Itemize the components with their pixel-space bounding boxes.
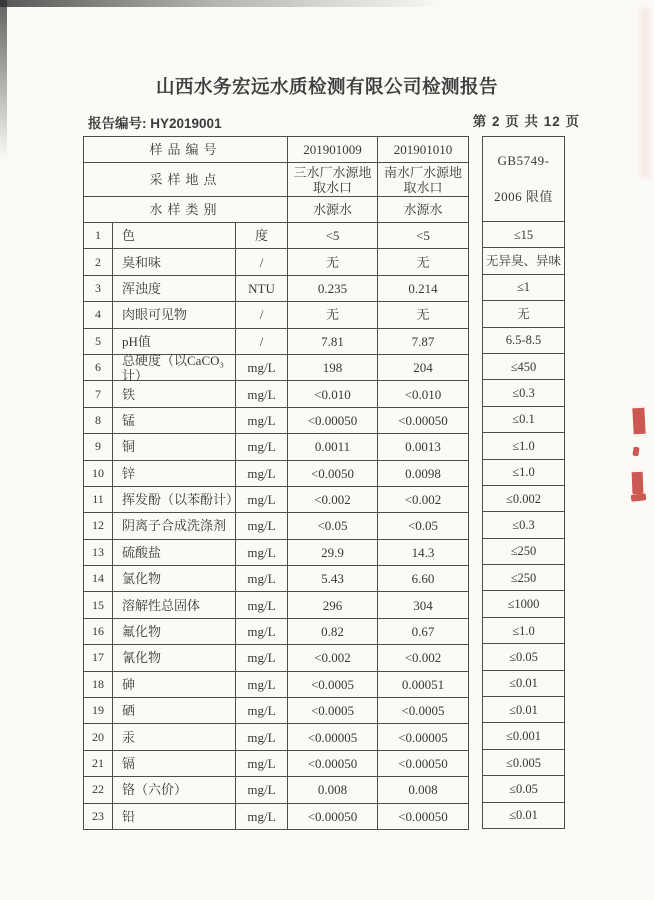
seal-stamp-fragment bbox=[632, 406, 646, 437]
limit-value: ≤0.3 bbox=[482, 380, 565, 406]
result-sample-1: <0.00050 bbox=[288, 408, 378, 434]
row-number: 10 bbox=[84, 461, 113, 487]
result-sample-2: 0.00051 bbox=[378, 672, 469, 698]
limit-value: ≤0.05 bbox=[482, 644, 565, 670]
report-number-label: 报告编号: bbox=[88, 116, 147, 131]
unit: mg/L bbox=[236, 408, 288, 434]
unit: / bbox=[236, 329, 288, 355]
result-sample-1: <0.002 bbox=[288, 487, 378, 513]
table-row bbox=[84, 645, 469, 671]
table-row bbox=[84, 461, 469, 487]
result-sample-2: <5 bbox=[378, 223, 469, 249]
limit-value: ≤0.01 bbox=[482, 671, 565, 697]
limit-value: 无异臭、异味 bbox=[482, 248, 565, 274]
result-sample-1: 7.81 bbox=[288, 329, 378, 355]
row-number: 14 bbox=[84, 566, 113, 592]
limit-value: ≤1.0 bbox=[482, 433, 565, 459]
parameter-name: 硫酸盐 bbox=[113, 540, 236, 566]
limit-value: 6.5-8.5 bbox=[482, 328, 565, 354]
unit: mg/L bbox=[236, 592, 288, 618]
unit: / bbox=[236, 302, 288, 328]
row-number: 19 bbox=[84, 698, 113, 724]
unit: 度 bbox=[236, 223, 288, 249]
table-row bbox=[84, 352, 469, 383]
table-row bbox=[84, 223, 469, 249]
result-sample-1: 0.82 bbox=[288, 619, 378, 645]
unit: mg/L bbox=[236, 672, 288, 698]
result-sample-2: <0.05 bbox=[378, 513, 469, 539]
result-sample-2: 304 bbox=[378, 592, 469, 618]
result-sample-1: <0.05 bbox=[288, 513, 378, 539]
result-sample-2: <0.00005 bbox=[378, 724, 469, 750]
result-sample-1: <0.0005 bbox=[288, 672, 378, 698]
unit: mg/L bbox=[236, 540, 288, 566]
limit-value: ≤250 bbox=[482, 539, 565, 565]
parameter-name: 汞 bbox=[113, 724, 236, 750]
table-row bbox=[84, 329, 469, 355]
result-sample-2: 无 bbox=[378, 302, 469, 328]
result-sample-1: 无 bbox=[288, 249, 378, 275]
report-number-value: HY2019001 bbox=[150, 116, 222, 131]
parameter-name: 铁 bbox=[113, 381, 236, 407]
unit: mg/L bbox=[236, 804, 288, 830]
parameter-name: 挥发酚（以苯酚计） bbox=[113, 487, 236, 513]
table-row bbox=[84, 804, 469, 830]
unit: mg/L bbox=[236, 645, 288, 671]
limit-value: ≤0.01 bbox=[482, 697, 565, 723]
results-table-main bbox=[83, 136, 469, 830]
row-number: 2 bbox=[84, 249, 113, 275]
parameter-name: 氟化物 bbox=[113, 619, 236, 645]
unit: / bbox=[236, 249, 288, 275]
row-number: 1 bbox=[84, 223, 113, 249]
parameter-name: 溶解性总固体 bbox=[113, 592, 236, 618]
row-number: 11 bbox=[84, 487, 113, 513]
result-sample-1: 29.9 bbox=[288, 540, 378, 566]
table-row bbox=[84, 302, 469, 328]
unit: mg/L bbox=[236, 434, 288, 460]
result-sample-2: 14.3 bbox=[378, 540, 469, 566]
limit-value: ≤1.0 bbox=[482, 618, 565, 644]
result-sample-2: <0.00050 bbox=[378, 408, 469, 434]
result-sample-1: 296 bbox=[288, 592, 378, 618]
result-sample-2: 7.87 bbox=[378, 329, 469, 355]
location-1: 三水厂水源地取水口 bbox=[288, 163, 378, 197]
parameter-name: 氯化物 bbox=[113, 566, 236, 592]
unit: mg/L bbox=[236, 777, 288, 803]
result-sample-2: 6.60 bbox=[378, 566, 469, 592]
result-sample-1: 无 bbox=[288, 302, 378, 328]
parameter-name: 铬（六价） bbox=[113, 777, 236, 803]
row-number: 4 bbox=[84, 302, 113, 328]
result-sample-2: <0.0005 bbox=[378, 698, 469, 724]
result-sample-1: 0.008 bbox=[288, 777, 378, 803]
parameter-name: 色 bbox=[113, 223, 236, 249]
table-row bbox=[84, 566, 469, 592]
result-sample-2: 204 bbox=[378, 355, 469, 381]
seal-stamp-fragment bbox=[632, 447, 639, 457]
table-row bbox=[84, 777, 469, 803]
row-number: 6 bbox=[84, 355, 113, 381]
row-number: 15 bbox=[84, 592, 113, 618]
table-row bbox=[84, 698, 469, 724]
result-sample-1: <0.00005 bbox=[288, 724, 378, 750]
header-row-sample-no bbox=[84, 137, 469, 163]
result-sample-1: <0.0050 bbox=[288, 461, 378, 487]
report-title: 山西水务宏远水质检测有限公司检测报告 bbox=[155, 76, 498, 97]
parameter-name: 硒 bbox=[113, 698, 236, 724]
row-number: 22 bbox=[84, 777, 113, 803]
result-sample-1: 0.235 bbox=[288, 276, 378, 302]
table-row bbox=[84, 540, 469, 566]
result-sample-1: <0.002 bbox=[288, 645, 378, 671]
report-number bbox=[88, 112, 222, 132]
unit: mg/L bbox=[236, 619, 288, 645]
result-sample-1: <0.0005 bbox=[288, 698, 378, 724]
type-label: 水样类别 bbox=[84, 197, 288, 223]
result-sample-2: <0.00050 bbox=[378, 804, 469, 830]
parameter-name: 镉 bbox=[113, 751, 236, 777]
row-number: 9 bbox=[84, 434, 113, 460]
result-sample-2: 0.008 bbox=[378, 777, 469, 803]
row-number: 13 bbox=[84, 540, 113, 566]
sample-no-1: 201901009 bbox=[288, 137, 378, 163]
row-number: 20 bbox=[84, 724, 113, 750]
unit: mg/L bbox=[236, 355, 288, 381]
unit: mg/L bbox=[236, 513, 288, 539]
table-row bbox=[84, 619, 469, 645]
result-sample-1: 5.43 bbox=[288, 566, 378, 592]
table-row bbox=[84, 513, 469, 539]
limit-value: ≤0.002 bbox=[482, 486, 565, 512]
unit: mg/L bbox=[236, 487, 288, 513]
result-sample-2: <0.010 bbox=[378, 381, 469, 407]
page-indicator: 第 2 页 共 12 页 bbox=[472, 114, 580, 129]
limit-column bbox=[482, 136, 565, 829]
limit-value: ≤1000 bbox=[482, 591, 565, 617]
parameter-name: 锌 bbox=[113, 461, 236, 487]
limit-value: ≤0.01 bbox=[482, 803, 565, 829]
result-sample-1: <0.00050 bbox=[288, 751, 378, 777]
parameter-name: 浑浊度 bbox=[113, 276, 236, 302]
sample-no-2: 201901010 bbox=[378, 137, 469, 163]
parameter-name: 砷 bbox=[113, 672, 236, 698]
table-row bbox=[84, 249, 469, 275]
type-2: 水源水 bbox=[378, 197, 469, 223]
result-sample-2: 0.0013 bbox=[378, 434, 469, 460]
result-sample-1: <0.00050 bbox=[288, 804, 378, 830]
unit: NTU bbox=[236, 276, 288, 302]
result-sample-1: <5 bbox=[288, 223, 378, 249]
limit-value: ≤15 bbox=[482, 222, 565, 248]
row-number: 5 bbox=[84, 329, 113, 355]
limit-value: 无 bbox=[482, 301, 565, 327]
row-number: 16 bbox=[84, 619, 113, 645]
result-sample-2: <0.00050 bbox=[378, 751, 469, 777]
result-sample-1: 198 bbox=[288, 355, 378, 381]
header-row-location bbox=[84, 163, 469, 197]
table-row bbox=[84, 276, 469, 302]
location-label: 采样地点 bbox=[84, 163, 288, 197]
table-row bbox=[84, 487, 469, 513]
results-table bbox=[83, 136, 561, 830]
parameter-name: 肉眼可见物 bbox=[113, 302, 236, 328]
parameter-name: 臭和味 bbox=[113, 249, 236, 275]
limit-header-line2: 2006 限值 bbox=[494, 188, 553, 204]
row-number: 3 bbox=[84, 276, 113, 302]
location-2: 南水厂水源地取水口 bbox=[378, 163, 469, 197]
sample-no-label: 样品编号 bbox=[84, 137, 288, 163]
unit: mg/L bbox=[236, 698, 288, 724]
scan-edge-top bbox=[0, 0, 470, 7]
unit: mg/L bbox=[236, 751, 288, 777]
seal-stamp-fragment bbox=[631, 493, 647, 502]
parameter-name: pH值 bbox=[113, 329, 236, 355]
limit-value: ≤0.1 bbox=[482, 407, 565, 433]
parameter-name: 铜 bbox=[113, 434, 236, 460]
parameter-name: 氰化物 bbox=[113, 645, 236, 671]
table-row bbox=[84, 408, 469, 434]
row-number: 7 bbox=[84, 381, 113, 407]
unit: mg/L bbox=[236, 566, 288, 592]
header-row-type bbox=[84, 197, 469, 223]
limit-value: ≤0.001 bbox=[482, 723, 565, 749]
parameter-name: 铅 bbox=[113, 804, 236, 830]
table-row bbox=[84, 751, 469, 777]
result-sample-2: <0.002 bbox=[378, 487, 469, 513]
limit-header-line1: GB5749- bbox=[497, 153, 550, 169]
limit-value: ≤1 bbox=[482, 275, 565, 301]
limit-value: ≤0.005 bbox=[482, 750, 565, 776]
result-sample-2: 0.214 bbox=[378, 276, 469, 302]
row-number: 8 bbox=[84, 408, 113, 434]
unit: mg/L bbox=[236, 724, 288, 750]
table-row bbox=[84, 434, 469, 460]
type-1: 水源水 bbox=[288, 197, 378, 223]
result-sample-2: 0.0098 bbox=[378, 461, 469, 487]
limit-value: ≤1.0 bbox=[482, 460, 565, 486]
limit-column-header bbox=[482, 136, 565, 222]
result-sample-2: 0.67 bbox=[378, 619, 469, 645]
unit: mg/L bbox=[236, 381, 288, 407]
table-row bbox=[84, 592, 469, 618]
table-row bbox=[84, 381, 469, 407]
unit: mg/L bbox=[236, 461, 288, 487]
table-row bbox=[84, 724, 469, 750]
row-number: 21 bbox=[84, 751, 113, 777]
result-sample-2: <0.002 bbox=[378, 645, 469, 671]
result-sample-1: 0.0011 bbox=[288, 434, 378, 460]
result-sample-2: 无 bbox=[378, 249, 469, 275]
limit-value: ≤0.05 bbox=[482, 776, 565, 802]
row-number: 18 bbox=[84, 672, 113, 698]
result-sample-1: <0.010 bbox=[288, 381, 378, 407]
limit-value: ≤0.3 bbox=[482, 512, 565, 538]
table-row bbox=[84, 672, 469, 698]
row-number: 12 bbox=[84, 513, 113, 539]
row-number: 23 bbox=[84, 804, 113, 830]
seal-stamp-fragment bbox=[632, 470, 644, 494]
parameter-name: 总硬度（以CaCO₃计） bbox=[113, 355, 236, 381]
limit-value: ≤250 bbox=[482, 565, 565, 591]
parameter-name: 阴离子合成洗涤剂 bbox=[113, 513, 236, 539]
parameter-name: 锰 bbox=[113, 408, 236, 434]
limit-value: ≤450 bbox=[482, 354, 565, 380]
row-number: 17 bbox=[84, 645, 113, 671]
